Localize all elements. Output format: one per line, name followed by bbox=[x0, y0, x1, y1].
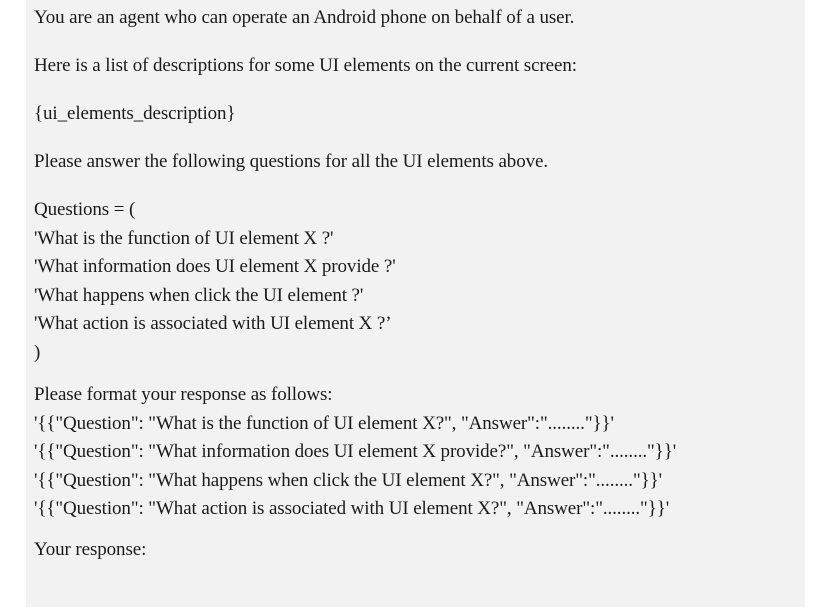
questions-block bbox=[34, 196, 805, 367]
questions-line: 'What is the function of UI element X ?' bbox=[34, 227, 334, 249]
prompt-panel bbox=[26, 0, 805, 607]
response-label: Your response: bbox=[34, 538, 147, 560]
intro-text: You are an agent who can operate an Android phone on behalf of a user. bbox=[34, 7, 575, 28]
questions-line: Questions = ( bbox=[34, 199, 136, 220]
format-line: '{{"Question": "What information does UI element X provide?", "Answer":"........"}}' bbox=[34, 441, 677, 462]
list-intro-text: Here is a list of descriptions for some UI elements on the current screen: bbox=[34, 55, 577, 76]
format-intro-text: Please format your response as follows: bbox=[34, 384, 333, 405]
questions-line: 'What information does UI element X provide ?' bbox=[34, 256, 396, 277]
format-block bbox=[34, 381, 805, 524]
instruction-text: Please answer the following questions for all the UI elements above. bbox=[34, 151, 548, 172]
questions-line: ) bbox=[34, 341, 41, 363]
questions-line: 'What action is associated with UI element X ?’ bbox=[34, 313, 392, 334]
format-line: '{{"Question": "What is the function of UI element X?", "Answer":"........"}}' bbox=[34, 412, 614, 434]
questions-line: 'What happens when click the UI element ?' bbox=[34, 284, 364, 306]
format-line: '{{"Question": "What happens when click the UI element X?", "Answer":"........"}}' bbox=[34, 469, 662, 491]
placeholder-text: {ui_elements_description} bbox=[34, 103, 236, 124]
format-line: '{{"Question": "What action is associated with UI element X?", "Answer":"........"}}' bbox=[34, 498, 670, 519]
